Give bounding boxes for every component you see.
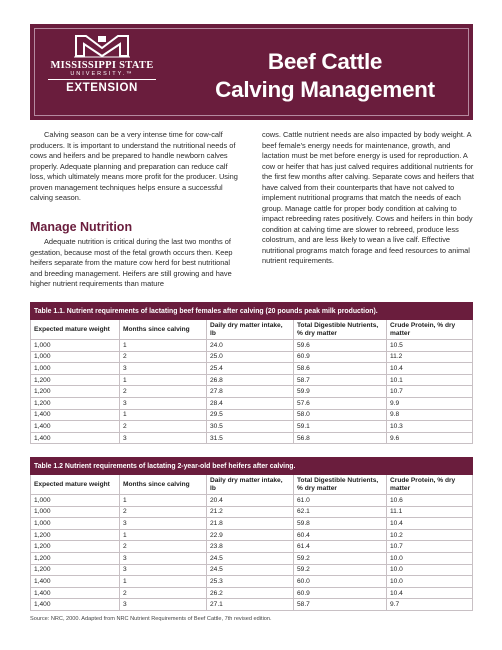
table-cell: 1,000 [31, 495, 120, 507]
logo-extension: EXTENSION [66, 82, 138, 94]
table-cell: 1,200 [31, 552, 120, 564]
table-cell: 25.3 [207, 576, 294, 588]
table-cell: 58.0 [294, 409, 387, 421]
table-cell: 1,200 [31, 386, 120, 398]
table-cell: 11.2 [387, 351, 473, 363]
table-cell: 28.4 [207, 397, 294, 409]
table-cell: 3 [120, 599, 207, 611]
table-caption: Table 1.1. Nutrient requirements of lactating beef females after calving (20 pounds peak milk production). [31, 303, 473, 320]
table-cell: 58.6 [294, 363, 387, 375]
table-cell: 59.2 [294, 564, 387, 576]
column-header: Daily dry matter intake, lb [207, 320, 294, 340]
table-row [31, 587, 473, 599]
table-row [31, 363, 473, 375]
table-row [31, 564, 473, 576]
table-cell: 1 [120, 529, 207, 541]
table-row [31, 541, 473, 553]
table-cell: 3 [120, 397, 207, 409]
table-cell: 9.7 [387, 599, 473, 611]
table-cell: 10.4 [387, 587, 473, 599]
table-cell: 1,400 [31, 587, 120, 599]
table-cell: 27.8 [207, 386, 294, 398]
table-cell: 25.0 [207, 351, 294, 363]
table-cell: 2 [120, 351, 207, 363]
table-cell: 10.3 [387, 421, 473, 433]
table-row [31, 506, 473, 518]
table-cell: 1,000 [31, 518, 120, 530]
table-cell: 1,200 [31, 374, 120, 386]
table-cell: 10.7 [387, 541, 473, 553]
table-cell: 29.5 [207, 409, 294, 421]
table-cell: 10.0 [387, 564, 473, 576]
nutrition-text-right: cows. Cattle nutrient needs are also impacted by body weight. A beef female's energy needs for maintenance, growth, and lactation must be met before energy is used for reproduction. A cow or heifer that has just calved requires additional nutrients for the first few months after calving. Separate cows and heifers that have calved from their counterparts that have not calved to implement nutritional programs that match the needs of each group. Manage cattle for proper body condition at calving to impact rebreeding rates positively. Cows and heifers in thin body condition at calving time are slower to rebreed, produce less colostrum, and are less likely to wean a live calf. Effective nutritional programs match forage and feed resources to animal nutrient requirements. [262, 130, 474, 265]
table-cell: 1 [120, 340, 207, 352]
table-lactating-heifers [30, 457, 473, 611]
table-row [31, 351, 473, 363]
table-cell: 2 [120, 506, 207, 518]
table-cell: 59.6 [294, 340, 387, 352]
table-cell: 1 [120, 495, 207, 507]
logo-divider [48, 79, 156, 80]
table-row [31, 397, 473, 409]
intro-paragraph [30, 130, 240, 204]
table-cell: 56.8 [294, 432, 387, 444]
table-cell: 21.2 [207, 506, 294, 518]
table-row [31, 340, 473, 352]
table-cell: 24.0 [207, 340, 294, 352]
table-cell: 1,200 [31, 397, 120, 409]
table-cell: 22.9 [207, 529, 294, 541]
column-header: Total Digestible Nutrients, % dry matter [294, 320, 387, 340]
table-cell: 9.6 [387, 432, 473, 444]
table-cell: 24.5 [207, 564, 294, 576]
column-header: Expected mature weight [31, 475, 120, 495]
table-cell: 60.9 [294, 351, 387, 363]
table-row [31, 495, 473, 507]
table-row [31, 374, 473, 386]
table-cell: 1,000 [31, 506, 120, 518]
table-cell: 10.7 [387, 386, 473, 398]
table-row [31, 421, 473, 433]
table-cell: 27.1 [207, 599, 294, 611]
table-cell: 23.8 [207, 541, 294, 553]
column-header: Months since calving [120, 475, 207, 495]
nutrition-text-left: Adequate nutrition is critical during the last two months of gestation, because most of the fetal growth occurs then. Keep heifers separate from the mature cow herd for best nutritional and breeding management. Heifers are still growing and have higher nutrient requirements than mature [30, 237, 233, 288]
logo-university-word: UNIVERSITY.™ [70, 71, 134, 77]
table-cell: 60.0 [294, 576, 387, 588]
table-cell: 1 [120, 409, 207, 421]
nutrition-paragraph-right [262, 130, 474, 267]
table-cell: 31.5 [207, 432, 294, 444]
table-cell: 59.2 [294, 552, 387, 564]
table-cell: 30.5 [207, 421, 294, 433]
table-cell: 59.8 [294, 518, 387, 530]
table-cell: 2 [120, 386, 207, 398]
table-cell: 2 [120, 587, 207, 599]
table-cell: 57.6 [294, 397, 387, 409]
table-cell: 1,000 [31, 340, 120, 352]
table-cell: 9.9 [387, 397, 473, 409]
source-note: Source: NRC, 2000. Adapted from NRC Nutrient Requirements of Beef Cattle, 7th revised edition. [30, 616, 272, 622]
table-cell: 21.8 [207, 518, 294, 530]
table-cell: 58.7 [294, 599, 387, 611]
msu-extension-logo [42, 34, 162, 112]
table-cell: 10.4 [387, 518, 473, 530]
table-cell: 59.9 [294, 386, 387, 398]
table-row [31, 599, 473, 611]
table-caption: Table 1.2 Nutrient requirements of lactating 2-year-old beef heifers after calving. [31, 458, 473, 475]
table-cell: 10.4 [387, 363, 473, 375]
table-cell: 3 [120, 363, 207, 375]
column-header: Crude Protein, % dry matter [387, 475, 473, 495]
table-cell: 1 [120, 576, 207, 588]
table-cell: 61.0 [294, 495, 387, 507]
nutrition-paragraph-left [30, 237, 240, 290]
column-header: Expected mature weight [31, 320, 120, 340]
table-cell: 3 [120, 518, 207, 530]
title-line-1: Beef Cattle [267, 49, 383, 74]
table-row [31, 529, 473, 541]
column-header: Crude Protein, % dry matter [387, 320, 473, 340]
table-cell: 10.5 [387, 340, 473, 352]
table-cell: 10.0 [387, 552, 473, 564]
table-cell: 10.6 [387, 495, 473, 507]
section-heading: Manage Nutrition [30, 220, 133, 234]
table-row [31, 432, 473, 444]
column-header: Total Digestible Nutrients, % dry matter [294, 475, 387, 495]
table-cell: 3 [120, 432, 207, 444]
table-cell: 3 [120, 564, 207, 576]
table-cell: 1,000 [31, 363, 120, 375]
table-cell: 1,000 [31, 351, 120, 363]
table-cell: 1,200 [31, 529, 120, 541]
table-cell: 20.4 [207, 495, 294, 507]
table-cell: 1,200 [31, 541, 120, 553]
table-cell: 10.1 [387, 374, 473, 386]
table-cell: 58.7 [294, 374, 387, 386]
msu-m-emblem-icon [74, 34, 130, 58]
table-row [31, 518, 473, 530]
table-cell: 1,400 [31, 576, 120, 588]
table-cell: 25.4 [207, 363, 294, 375]
table-cell: 60.4 [294, 529, 387, 541]
title-line-2: Calving Management [215, 77, 435, 102]
table-cell: 10.2 [387, 529, 473, 541]
header-banner [30, 24, 473, 120]
table-cell: 60.9 [294, 587, 387, 599]
table-row [31, 409, 473, 421]
table-cell: 26.8 [207, 374, 294, 386]
intro-text: Calving season can be a very intense time for cow-calf producers. It is important to understand the nutritional needs of cows and heifers and be prepared to handle newborn calves properly. Adequate planning and preparation can reduce calf loss, which ultimately means more profit for the producer. Using proven management techniques helps ensure a successful calving season. [30, 130, 238, 202]
table-cell: 24.5 [207, 552, 294, 564]
table-cell: 1,200 [31, 564, 120, 576]
column-header: Daily dry matter intake, lb [207, 475, 294, 495]
table-cell: 1,400 [31, 432, 120, 444]
table-cell: 1,400 [31, 421, 120, 433]
table-cell: 3 [120, 552, 207, 564]
table-cell: 1,400 [31, 599, 120, 611]
table-cell: 1,400 [31, 409, 120, 421]
table-cell: 9.8 [387, 409, 473, 421]
table-cell: 1 [120, 374, 207, 386]
table-row [31, 552, 473, 564]
table-cell: 2 [120, 541, 207, 553]
column-header: Months since calving [120, 320, 207, 340]
table-cell: 59.1 [294, 421, 387, 433]
table-cell: 11.1 [387, 506, 473, 518]
table-lactating-females [30, 302, 473, 444]
table-row [31, 576, 473, 588]
logo-university-name: MISSISSIPPI STATE [50, 60, 154, 71]
table-cell: 61.4 [294, 541, 387, 553]
table-cell: 26.2 [207, 587, 294, 599]
table-cell: 62.1 [294, 506, 387, 518]
table-cell: 10.0 [387, 576, 473, 588]
table-cell: 2 [120, 421, 207, 433]
table-row [31, 386, 473, 398]
page-title [180, 48, 470, 104]
